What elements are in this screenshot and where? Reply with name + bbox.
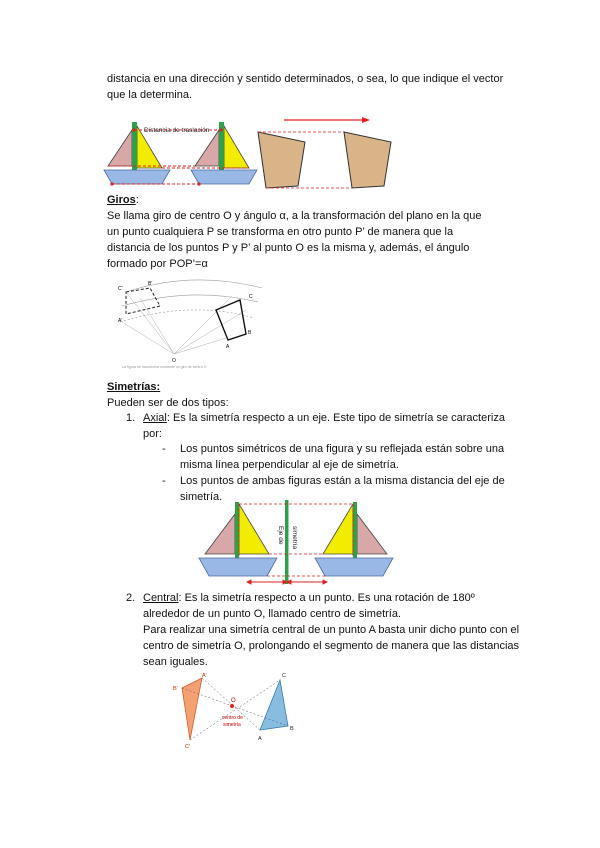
axis-label-1: Eje de [277,526,284,545]
rotation-label-b: B [248,330,252,336]
giros-line-2: un punto cualquiera P se transforma en otro punto P’ de manera que la [107,226,454,238]
axial-symmetry-figure [197,496,395,588]
central-line-5: sean iguales. [143,656,208,668]
central-triangle-blue [260,680,288,730]
boat-translated-hull [191,170,257,184]
intro-line-1: distancia en una dirección y sentido determinados, o sea, lo que indique el vector [107,73,504,85]
bullet-1-line-1: Los puntos simétricos de una figura y su reflejada están sobre una [180,443,505,455]
central-label-b: B [290,726,294,732]
central-term: Central [143,592,179,604]
translation-figure [100,112,430,192]
rotation-caption: La figura se transforma mediante un giro de centro O [122,365,207,369]
giros-line-4: formado por POP’=α [107,258,208,270]
boat-right-yellow-sail [323,504,353,554]
central-symmetry-figure [168,668,304,752]
translation-label: Distancia de traslación [144,127,210,134]
axis-label-2: simetría [291,526,298,550]
boat-right-pink-sail [357,514,387,554]
bullet-1-line-2: misma línea perpendicular al eje de simetría. [180,459,399,471]
rotation-label-c: C [249,294,253,300]
boat-left-pink-sail [205,514,235,554]
central-center-label-2: simetría [223,722,241,728]
axial-definition: : Es la simetría respecto a un eje. Este tipo de simetría se caracteriza [166,412,505,424]
boat-original-hull [104,170,170,184]
shape-original [258,132,305,188]
central-label-b-prime: B' [173,686,178,692]
list-number-2: 2. [126,592,136,604]
central-line-1 [143,591,475,607]
central-label-o: O [231,698,236,704]
boat-original-left-sail [108,130,132,166]
symmetry-axis [285,500,289,584]
central-line-2: alrededor de un punto O, llamado centro de simetría. [143,608,402,620]
central-line-3: Para realizar una simetría central de un punto A basta unir dicho punto con el [143,624,520,636]
central-line-4: centro de simetría O, prolongando el segmento de manera que las distancias [143,640,520,652]
giros-heading: Giros [107,194,136,206]
intro-line-2: que la determina. [107,89,192,101]
central-center-label-1: centro de [222,715,243,721]
translation-vector-arrowhead [362,117,370,123]
rotation-figure [112,270,272,370]
rotation-label-b-prime: B' [148,281,153,287]
boat-left-hull [199,558,277,576]
giros-heading-line [107,193,139,209]
central-label-a-prime: A' [202,673,207,679]
list-number-1: 1. [126,412,136,424]
bullet-1-dash: - [162,443,166,455]
boat-left [199,502,277,576]
rotation-label-o: O [172,358,176,364]
central-label-a: A [258,736,262,742]
axial-line-2: por: [143,428,162,440]
axial-line-1 [143,411,505,427]
axial-term: Axial [143,412,167,424]
rotation-image-shape [216,300,246,340]
translation-shapes [258,117,391,188]
simetrias-heading: Simetrías: [107,381,161,393]
rotation-label-a: A [226,344,230,350]
rotation-label-c-prime: C' [118,286,123,292]
bullet-2-dash: - [162,475,166,487]
giros-heading-colon: : [135,194,139,206]
central-triangle-orange [182,678,202,740]
bullet-2-line-1: Los puntos de ambas figuras están a la misma distancia del eje de [180,475,505,487]
central-label-c: C [282,673,286,679]
central-definition: : Es la simetría respecto a un punto. Es una rotación de 180º [178,592,475,604]
shape-translated [344,132,391,188]
bullet-2-line-2: simetría. [180,491,223,503]
boat-left-mast [235,502,239,558]
giros-line-3: distancia de los puntos P y P’ al punto O es la misma y, además, el ángulo [107,242,470,254]
boat-right [315,502,393,576]
giros-line-1: Se llama giro de centro O y ángulo α, a la transformación del plano en la que [107,210,482,222]
boat-right-mast [353,502,357,558]
boat-translated-right-sail [224,126,249,168]
boat-translated-left-sail [195,130,219,166]
boat-right-hull [315,558,393,576]
central-center-point [230,704,234,708]
simetrias-intro: Pueden ser de dos tipos: [107,397,229,409]
boat-left-yellow-sail [239,504,269,554]
rotation-label-a-prime: A' [118,318,123,324]
central-label-c-prime: C' [185,744,191,750]
